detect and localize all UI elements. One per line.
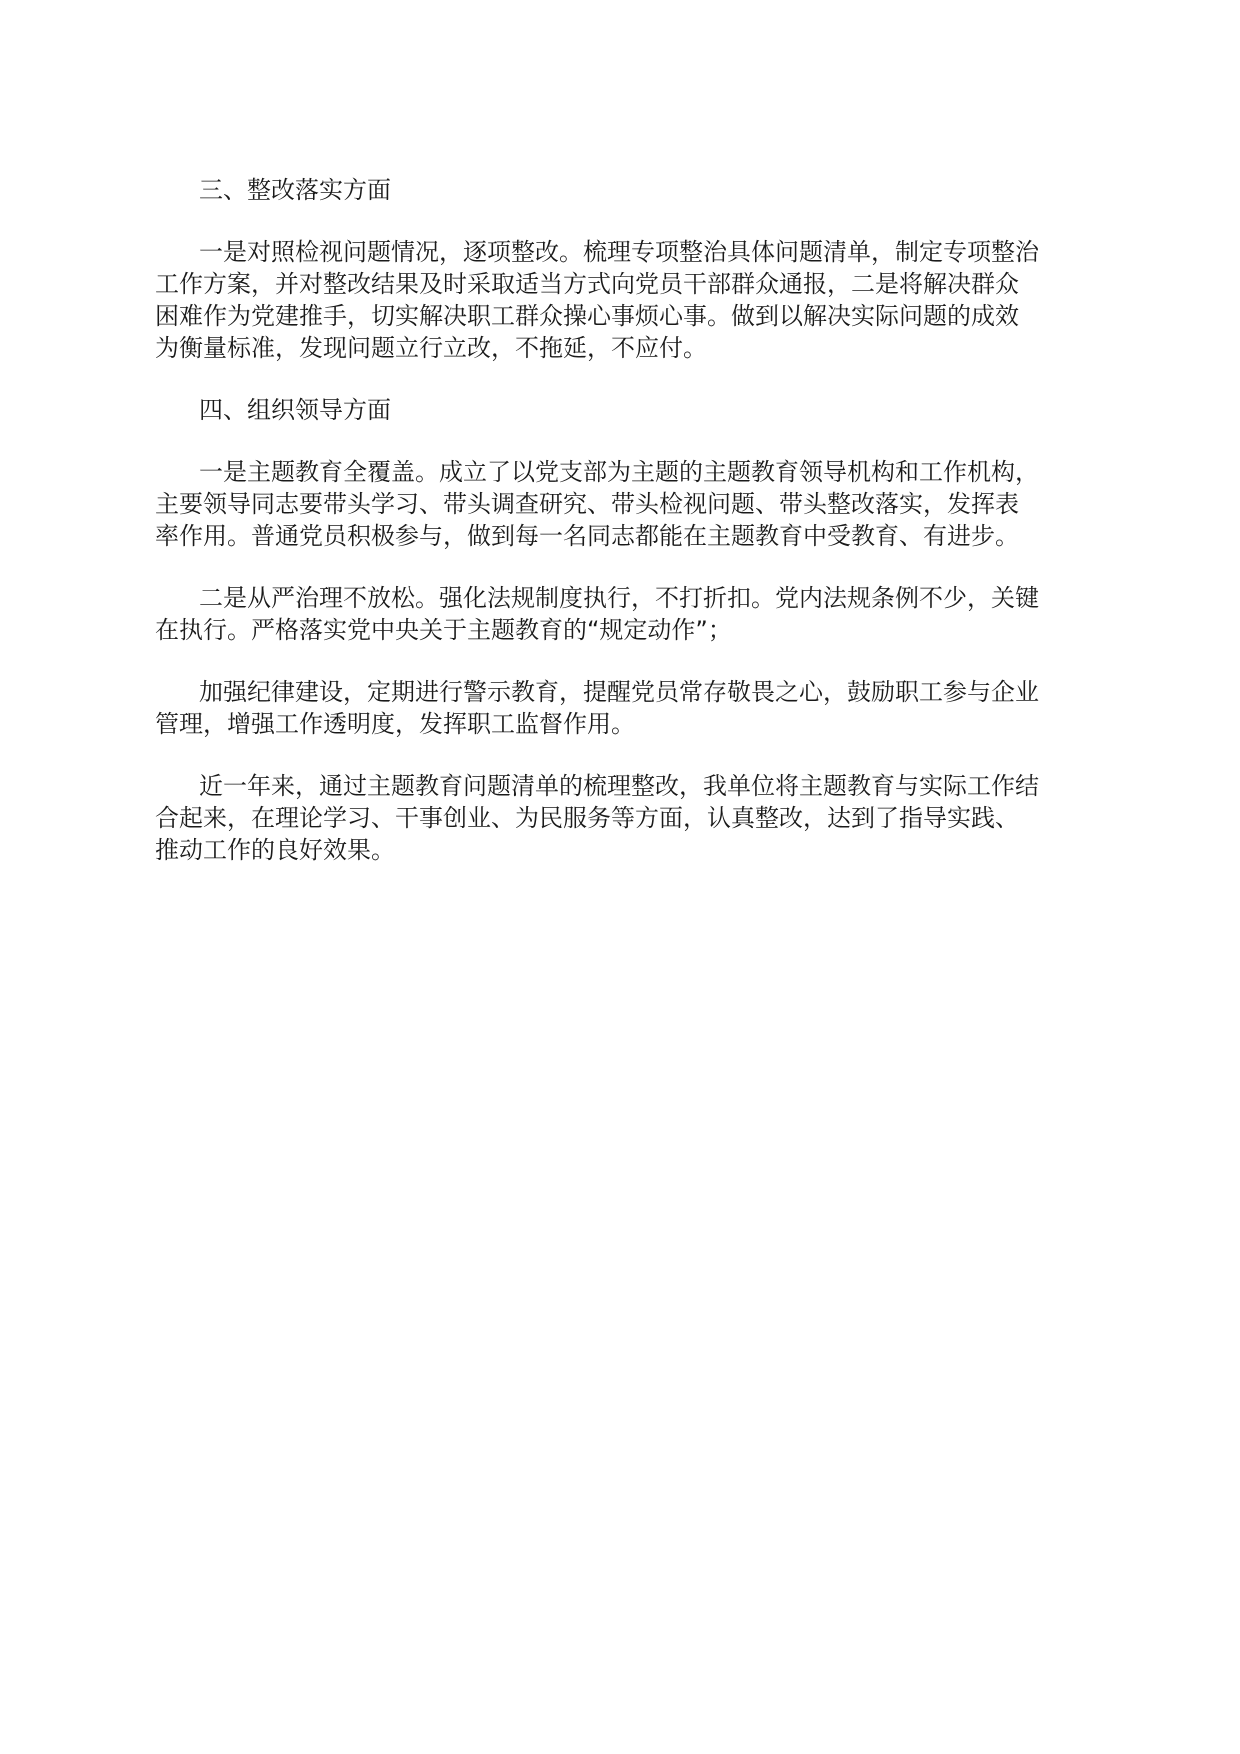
text-line: 一是主题教育全覆盖。成立了以党支部为主题的主题教育领导机构和工作机构， <box>199 458 1039 486</box>
text-line: 工作方案，并对整改结果及时采取适当方式向党员干部群众通报，二是将解决群众 <box>155 270 1019 298</box>
text-line: 合起来，在理论学习、干事创业、为民服务等方面，认真整改，达到了指导实践、 <box>155 804 1019 832</box>
text-line: 近一年来，通过主题教育问题清单的梳理整改，我单位将主题教育与实际工作结 <box>199 772 1039 800</box>
text-line: 推动工作的良好效果。 <box>155 836 395 864</box>
text-line: 加强纪律建设，定期进行警示教育，提醒党员常存敬畏之心，鼓励职工参与企业 <box>199 678 1039 706</box>
paragraph-rectification-1 <box>155 236 1085 364</box>
text-line: 困难作为党建推手，切实解决职工群众操心事烦心事。做到以解决实际问题的成效 <box>155 302 1019 330</box>
text-line: 率作用。普通党员积极参与，做到每一名同志都能在主题教育中受教育、有进步。 <box>155 522 1019 550</box>
paragraph-leadership-1 <box>155 456 1085 552</box>
section-heading-leadership: 四、组织领导方面 <box>199 396 391 424</box>
document-page <box>155 174 1085 896</box>
paragraph-leadership-2 <box>155 582 1085 646</box>
paragraph-conclusion <box>155 770 1085 866</box>
text-line: 主要领导同志要带头学习、带头调查研究、带头检视问题、带头整改落实，发挥表 <box>155 490 1019 518</box>
text-line: 一是对照检视问题情况，逐项整改。梳理专项整治具体问题清单，制定专项整治 <box>199 238 1039 266</box>
paragraph-leadership-3 <box>155 676 1085 740</box>
text-line: 在执行。严格落实党中央关于主题教育的“规定动作”； <box>155 616 732 644</box>
text-line: 管理，增强工作透明度，发挥职工监督作用。 <box>155 710 635 738</box>
section-heading-rectification: 三、整改落实方面 <box>199 176 391 204</box>
text-line: 为衡量标准，发现问题立行立改，不拖延，不应付。 <box>155 334 707 362</box>
text-line: 二是从严治理不放松。强化法规制度执行，不打折扣。党内法规条例不少，关键 <box>199 584 1039 612</box>
